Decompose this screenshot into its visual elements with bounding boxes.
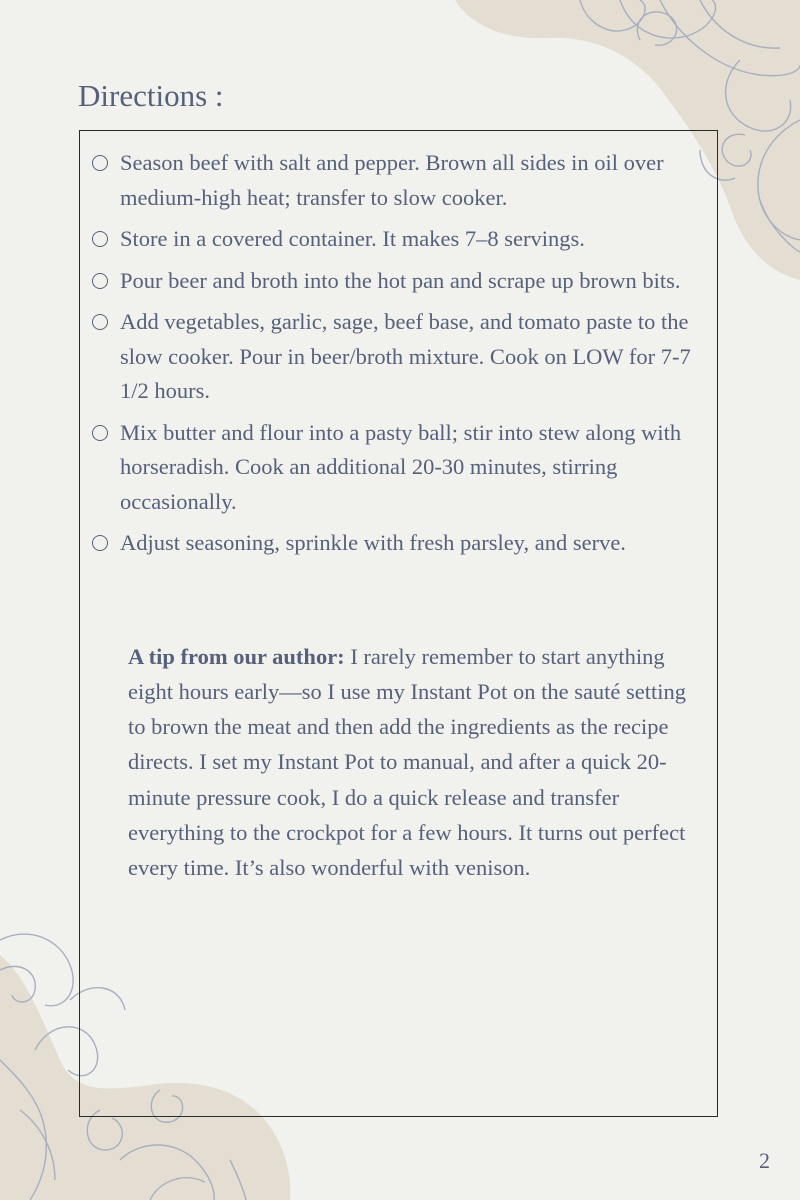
circle-bullet-icon [92,535,108,551]
direction-step [92,526,702,561]
direction-step [92,416,702,520]
tip-text: I rarely remember to start anything eight hours early—so I use my Instant Pot on the sauté setting to brown the meat and then add the ingredients as the recipe directs. I set my Instant Pot to manual, and after a quick 20-minute pressure cook, I do a quick release and transfer everything to the crockpot for a few hours. It turns out perfect every time. It’s also wonderful with venison. [128,643,687,881]
circle-bullet-icon [92,231,108,247]
circle-bullet-icon [92,425,108,441]
circle-bullet-icon [92,155,108,171]
step-text: Mix butter and flour into a pasty ball; stir into stew along with horseradish. Cook an additional 20-30 minutes, stirring occasionally. [120,419,682,514]
circle-bullet-icon [92,314,108,330]
direction-step [92,305,702,409]
step-text: Add vegetables, garlic, sage, beef base, and tomato paste to the slow cooker. Pour in beer/broth mixture. Cook on LOW for 7-7 1/2 hours. [120,309,702,403]
directions-frame [79,130,718,1117]
page-number: 2 [759,1148,770,1173]
direction-step [92,264,702,299]
direction-step [92,222,702,257]
step-text: Pour beer and broth into the hot pan and scrape up brown bits. [120,267,681,293]
author-tip [128,639,688,886]
directions-list [92,146,702,568]
circle-bullet-icon [92,273,108,289]
step-text: Season beef with salt and pepper. Brown all sides in oil over medium-high heat; transfer to slow cooker. [120,150,664,210]
page-title: Directions : [78,78,224,113]
direction-step [92,146,702,215]
step-text: Adjust seasoning, sprinkle with fresh parsley, and serve. [120,530,626,555]
step-text: Store in a covered container. It makes 7–8 servings. [120,226,585,251]
tip-label: A tip from our author: [128,643,345,669]
